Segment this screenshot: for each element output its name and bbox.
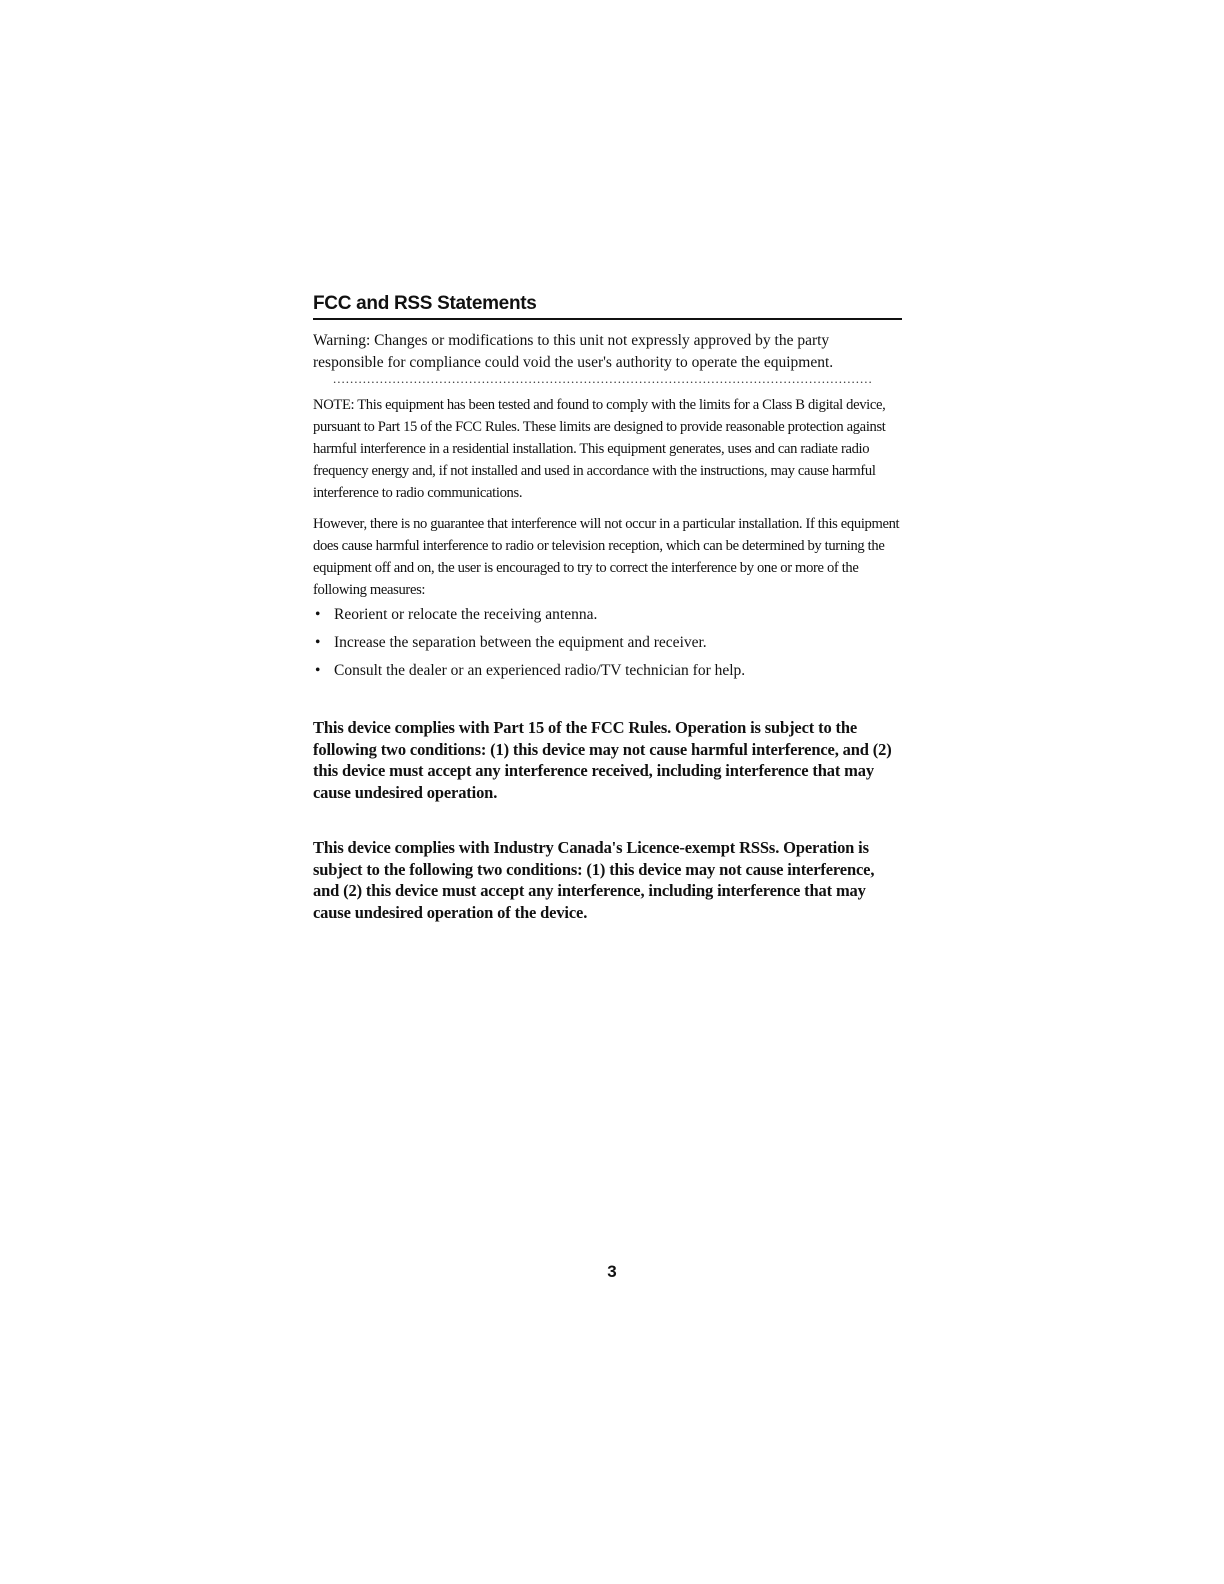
measure-text: Consult the dealer or an experienced radio/TV technician for help. xyxy=(334,662,746,679)
bullet-icon: • xyxy=(315,662,321,679)
bullet-icon: • xyxy=(315,606,321,623)
fcc-compliance-statement: This device complies with Part 15 of the FCC Rules. Operation is subject to the following two conditions: (1) this device may not cause harmful interference, and (2) this device must accept any interference received, including interference that may cause undesired operation. xyxy=(313,718,892,802)
document-page xyxy=(313,292,902,923)
dotted-divider: ............................................................................................................................... xyxy=(333,374,873,384)
list-item xyxy=(313,604,902,626)
section-title: FCC and RSS Statements xyxy=(313,292,902,320)
bullet-icon: • xyxy=(315,634,321,651)
list-item xyxy=(313,632,902,654)
measure-text: Reorient or relocate the receiving antenna. xyxy=(334,606,598,623)
measure-text: Increase the separation between the equipment and receiver. xyxy=(334,634,707,651)
warning-paragraph: Warning: Changes or modifications to this unit not expressly approved by the party responsible for compliance could void the user's authority to operate the equipment. xyxy=(313,332,834,371)
note-paragraph: NOTE: This equipment has been tested and found to comply with the limits for a Class B digital device, pursuant to Part 15 of the FCC Rules. These limits are designed to provide reasonable protection against harmful interference in a residential installation. This equipment generates, uses and can radiate radio frequency energy and, if not installed and used in accordance with the instructions, may cause harmful interference to radio communications. xyxy=(313,397,886,501)
page-number: 3 xyxy=(607,1262,617,1281)
measures-list xyxy=(313,604,902,682)
however-paragraph: However, there is no guarantee that interference will not occur in a particular installation. If this equipment does cause harmful interference to radio or television reception, which can be determined by turning the equipment off and on, the user is encouraged to try to correct the interference by one or more of the following measures: xyxy=(313,516,900,598)
industry-canada-statement: This device complies with Industry Canada's Licence-exempt RSSs. Operation is subject to the following two conditions: (1) this device may not cause interference, and (2) this device must accept any interference, including interference that may cause undesired operation of the device. xyxy=(313,838,875,922)
list-item xyxy=(313,660,902,682)
